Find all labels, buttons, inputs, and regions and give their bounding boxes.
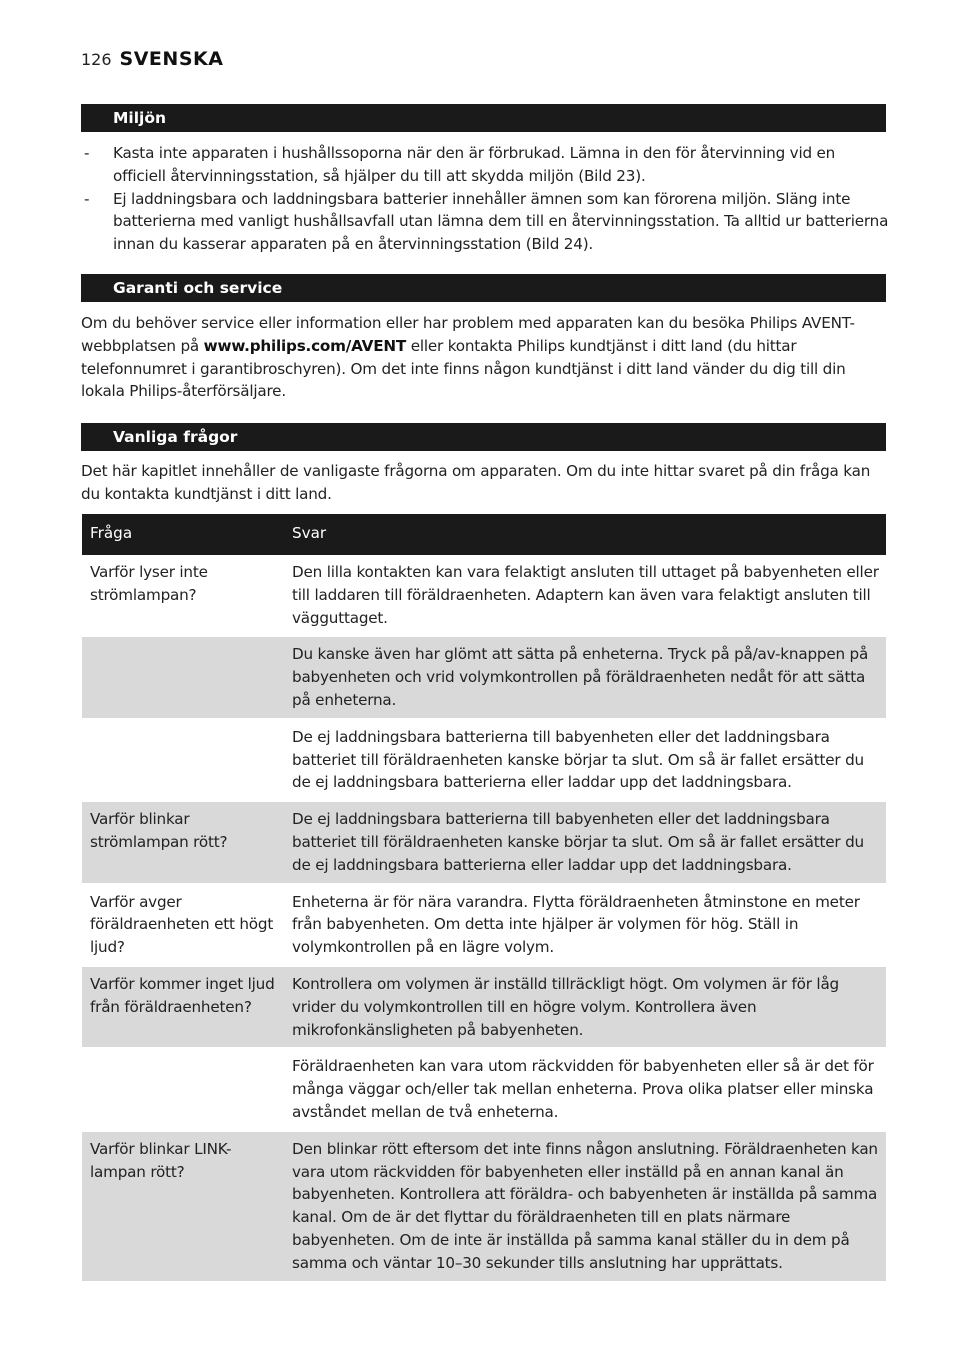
table-row bbox=[82, 884, 886, 966]
guarantee-paragraph bbox=[81, 312, 891, 403]
faq-table bbox=[82, 514, 886, 1281]
table-row bbox=[82, 966, 886, 1048]
table-row bbox=[82, 636, 886, 718]
page-language-title: SVENSKA bbox=[119, 48, 224, 70]
answer-cell: Den blinkar rött eftersom det inte finns någon anslutning. Föräldraenheten kan vara utom räckvidden för babyenheten eller inställd på en annan kanal än babyenheten. Kontrollera att föräldra- och babyenheten är inställda på samma kanal. Om de är det flyttar du föräldraenheten till en plats närmare babyenheten. Om de inte är inställda på samma kanal ställer du in dem på samma och väntar 10–30 sekunder tills anslutning har upprättats. bbox=[284, 1131, 886, 1281]
answer-cell: De ej laddningsbara batterierna till babyenheten eller det laddningsbara batteriet till föräldraenheten kanske börjar ta slut. Om så är fallet ersätter du de ej laddningsbara batterierna eller laddar upp det laddningsbara. bbox=[284, 801, 886, 883]
question-cell bbox=[82, 636, 284, 718]
guarantee-text-before: Om du behöver service eller information eller har problem med apparaten kan du besöka Philips AVENT-webbplatsen på bbox=[81, 314, 855, 355]
answer-cell: De ej laddningsbara batterierna till babyenheten eller det laddningsbara batteriet till föräldraenheten kanske börjar ta slut. Om så är fallet ersätter du de ej laddningsbara batterierna eller laddar upp det laddningsbara. bbox=[284, 719, 886, 801]
environment-bullet-list bbox=[81, 142, 891, 256]
table-row bbox=[82, 1131, 886, 1281]
answer-cell: Den lilla kontakten kan vara felaktigt ansluten till uttaget på babyenheten eller till laddaren till föräldraenheten. Adaptern kan även vara felaktigt ansluten till vägguttaget. bbox=[292, 563, 879, 627]
website-link[interactable]: www.philips.com/AVENT bbox=[203, 336, 407, 355]
question-cell bbox=[82, 719, 284, 801]
section-heading-guarantee: Garanti och service bbox=[81, 274, 886, 302]
table-row bbox=[82, 555, 886, 636]
answer-cell: Du kanske även har glömt att sätta på enheterna. Tryck på på/av-knappen på babyenheten och vrid volymkontrollen på föräldraenheten nedåt för att sätta på enheterna. bbox=[284, 636, 886, 718]
answer-cell: Föräldraenheten kan vara utom räckvidden för babyenheten eller så är det för många väggar och/eller tak mellan enheterna. Prova olika platser eller minska avståndet mellan de två enheterna. bbox=[284, 1048, 886, 1130]
table-row bbox=[82, 719, 886, 801]
column-header-answer: Svar bbox=[284, 514, 886, 555]
answer-cell: Kontrollera om volymen är inställd tillräckligt högt. Om volymen är för låg vrider du volymkontrollen till en högre volym. Kontrollera även mikrofonkänsligheten på babyenheten. bbox=[284, 966, 886, 1048]
bullet-text: Kasta inte apparaten i hushållssoporna när den är förbrukad. Lämna in den för återvinning vid en officiell återvinningsstation, så hjälper du till att skydda miljön (Bild 23). bbox=[113, 144, 836, 185]
page-header bbox=[81, 48, 223, 74]
question-cell: Varför blinkar LINK-lampan rött? bbox=[82, 1131, 284, 1281]
guarantee-text-after: eller kontakta Philips kundtjänst i ditt land (du hittar telefonnumret i garantibroschyren). Om det inte finns någon kundtjänst i ditt land vänder du dig till din lokala Philips-återförsäljare. bbox=[81, 336, 846, 401]
table-header-row bbox=[82, 514, 886, 555]
list-item bbox=[81, 142, 891, 188]
question-cell: Varför kommer inget ljud från föräldraenheten? bbox=[82, 966, 284, 1048]
table-row bbox=[82, 801, 886, 883]
page-number: 126 bbox=[81, 50, 112, 69]
list-item bbox=[81, 188, 891, 256]
section-heading-faq: Vanliga frågor bbox=[81, 423, 886, 451]
section-heading-environment: Miljön bbox=[81, 104, 886, 132]
faq-intro-paragraph: Det här kapitlet innehåller de vanligaste frågorna om apparaten. Om du inte hittar svaret på din fråga kan du kontakta kundtjänst i ditt land. bbox=[81, 462, 871, 503]
column-header-question: Fråga bbox=[82, 514, 284, 555]
question-cell: Varför avger föräldraenheten ett högt ljud? bbox=[82, 884, 284, 966]
question-cell: Varför lyser inte strömlampan? bbox=[90, 563, 208, 604]
bullet-dash: - bbox=[84, 144, 90, 162]
bullet-dash: - bbox=[84, 189, 90, 208]
answer-cell: Enheterna är för nära varandra. Flytta föräldraenheten åtminstone en meter från babyenheten. Om detta inte hjälper är volymen för hög. Ställ in volymkontrollen på en lägre volym. bbox=[284, 884, 886, 966]
bullet-text: Ej laddningsbara och laddningsbara batterier innehåller ämnen som kan förorena miljön. Släng inte batterierna med vanligt hushållsavfall utan lämna dem till en återvinningsstation. Ta alltid ur batterierna innan du kasserar apparaten på en återvinningsstation (Bild 24). bbox=[113, 189, 889, 254]
question-cell: Varför blinkar strömlampan rött? bbox=[82, 801, 284, 883]
table-row bbox=[82, 1048, 886, 1130]
question-cell bbox=[82, 1048, 284, 1130]
